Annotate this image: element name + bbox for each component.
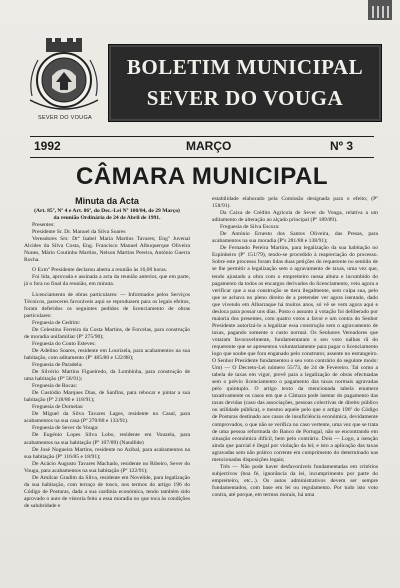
paragraph: Freguesia de Silva Escura: — [220, 224, 280, 231]
paragraph: O Exmº Presidente declarou aberta a reunião às 16,00 horas. — [32, 267, 168, 274]
paragraph: De José Nogueira Martins, residente no Azibal, para acabamentos na sua habitação (Pº 116/85 e 18/91); — [24, 446, 190, 460]
paragraph: De Eugénio Lopes Silva Lobo, residente em Vouzela, para acabamentos na sua habitação (Pº 107/89) (Nandlide) — [24, 432, 190, 446]
paragraph: De Fernando Pereira Martins, para legalização da sua habitação no Espinheiro (Pº 151/79), tendo-se procedido à reapreciação do processo. Sobre este processo foram lidas duas petições do requerente no sentido de se lhe permitir a legalização sem o agravamento de taxas, uma vez que, tendo ajustado a obra com o empreiteiro nessa altura e incumbido do pagamento da todos os encargos derivados do licenciamento, veio agora a verificar que a sua construção se tiera ilegalmente, sem culpa sua, pelo que se achava no pleno direito de a pretender ver agora isentado, dado que vivendo em Albarraque há muitos anos, só vê se vem agora aqui e desloca para possar uns dias. Posto o assunto à votação foi deliberado por maioria dos presentes, com quatro votos a favor e um contra do Senhor Presidente autorizá-lo a legalizar essa construção sem o agravamento de taxas, pagando somente o custo normal. Os Senhores Vereadores que votaram favoravelmente, fundamentaram o seu voto nalbas rã do requerente que se apresentou voluntariamente para pagar o licenciamento logo que soube que fora enganado pelo construtor, assente no estrangeiro. O Senhor Presidente fundamentou o seu voto contrário do seguinte modo: Um) — O Decreto-Lei número 55/73, de 24 de Fevereiro. Tal como a tabela de taxas em vigor, prevê para a legalização de obras efectuadas sem o prévio licenciamento o pagamento das taxas normais agravadas pelo quíntuplo. O artigo texto da mencionada tabela enumera taxativamente os casos em que a Câmara pode isentar do pagamento das taxas devidas (caso das associações, pessoas colectivas de direito público ou utilidade pública), e mesmo aquele pelo que o artigo 196º do Código de Posturas destinado aos casos de insuficiência económica, devidamente comprovados, o que não se verifica no caso vertente, uma vez que se trata de uma pessoa reformada do Banco de Portugal, não se encontrando em situação económica difícil, bem pelo contrário. Dois — Logo, a isenção ainda que parcial é ilegal por violação da lei; e isto a aplicação das taxas agravadas sem não prático corrente em cumprimento do determinado nas mencionadas disposições legais; — [212, 245, 378, 463]
issue-year: 1992 — [34, 139, 61, 153]
paragraph: De Amílcar Gradim da Silva, residente em Novelide, para legalização da sua habitação, com terraço de tosco, nos termos do artigo 196 do Código de Posturas, dada a sua cardinia económica, tendo também sido aprovado o auto de vistoria feito a essa moradia no que toca às condições de salubridade e — [24, 474, 190, 509]
paragraph: De Celestino Ferreira da Costa Martins, de Forcelas, para construção de moradia unifamiliar (Pº 275/90); — [24, 326, 190, 340]
paragraph: De António Ernesto dos Santos Oliveira, das Presas, para acabamentos na sua moradia (Pºs 281/88 e 138/91); — [212, 231, 378, 245]
paragraph: Três — Não pode haver desfavoráveis fundamentadas em critérios subjectivos (boa fé, ignorância da lei, incumprimento por parte do empreiteiro, etc...). Os autos administrativos devem ser sempre fundamentados, com base em lei ou regulamento. Por tudo isto voto contra, até porque, em termos morais, há uma — [212, 463, 378, 498]
paragraph: Da Caixa de Crédito Agrícola de Sever do Vouga, relativa a um aditamento de alteração ao alçado principal (Pº 189/89). — [212, 210, 378, 224]
left-column — [24, 196, 190, 582]
paragraph: Presentes: — [32, 222, 55, 229]
paragraph: estabilidade elaborado pela Comissão designada para o efeito; (Pº 158/91). — [212, 196, 378, 210]
top-divider — [30, 136, 374, 137]
section-title: CÂMARA MUNICIPAL — [76, 163, 328, 190]
paragraph: Freguesia de Sever do Vouga: — [32, 425, 99, 432]
bottom-divider — [30, 157, 374, 158]
title-banner — [108, 44, 382, 122]
paragraph: Foi lida, aprovada e assinada a acta da reunião anterior, que em parte, já o fora no final da reunião, em minuta. — [24, 274, 190, 288]
archive-stamp-icon — [368, 0, 392, 20]
paragraph: De Acácio Augusto Tavares Machado, residente no Ribeiro, Sever do Vouga, para acabamentos na sua habitação (Pº 122/91); — [24, 460, 190, 474]
paragraph: De Miguel da Silva Tavares Lages, residente no Casal, para acabamentos na sua casa (Pº 270/88 e 133/91). — [24, 411, 190, 425]
minutes-heading: Minuta da Acta — [75, 196, 139, 206]
title-line-1: BOLETIM MUNICIPAL — [126, 55, 364, 79]
title-line-2: SEVER DO VOUGA — [146, 86, 344, 110]
paragraph: Freguesia de Dornelas: — [32, 404, 84, 411]
crest-caption: SEVER DO VOUGA — [37, 115, 93, 121]
paragraph: De Custódio Marques Dias, de Sanfins, para rebocar e pintar a sua habitação (Pº 218/86 e 118/91); — [24, 390, 190, 404]
issue-bar — [30, 139, 374, 155]
masthead — [22, 38, 384, 126]
meeting-line: da reunião Ordinária de 24 de Abril de 1991. — [53, 215, 161, 222]
paragraph: Licenciamento de obras particulares: — Informados pelos Serviços Técnicos, pareceres favoráveis aqui se reproduzem para os legais efeitos, foram deferidos os seguintes pedidos de licenciamento de obras particulares: — [24, 291, 190, 319]
right-column — [212, 196, 378, 582]
paragraph: De Silvério Martins Figueiredo, da Lombinha, para construção de uma habitação (Pº 56/91); — [24, 369, 190, 383]
issue-number: Nº 3 — [330, 139, 354, 153]
paragraph: Freguesia do Couto Esteves: — [32, 340, 96, 347]
paragraph: Presidente Sr. Dr. Manuel da Silva Soares — [32, 229, 126, 236]
paragraph: Freguesia de Rocas: — [32, 383, 78, 390]
minutes-subheading: (Art. 85º, Nº 4 e Art. 86º, do Dec.-Lei Nº 100/84, de 29 Março) — [34, 208, 180, 214]
paragraph: Vereadores Srs: Drª Isabel Maria Martins Tavares; Engº Juvenal Alcides da Silva Costa, Eng. Francisco Manuel Albuquerque Oliveira Nunes, Mário Coutinho Martins, Nelson Martins Pereira, António Guerra Rocha. — [24, 236, 190, 264]
issue-month: MARÇO — [186, 139, 232, 153]
paragraph: Freguesia de Paradela: — [32, 361, 83, 368]
municipal-coat-of-arms-icon — [22, 38, 106, 126]
paragraph: De Adelino Soares, residente em Lourizela, para acabamentos na sua habitação, com aditamento (Pº 485/80 e 122/88); — [24, 347, 190, 361]
paragraph: Freguesia de Cedrim: — [32, 319, 81, 326]
